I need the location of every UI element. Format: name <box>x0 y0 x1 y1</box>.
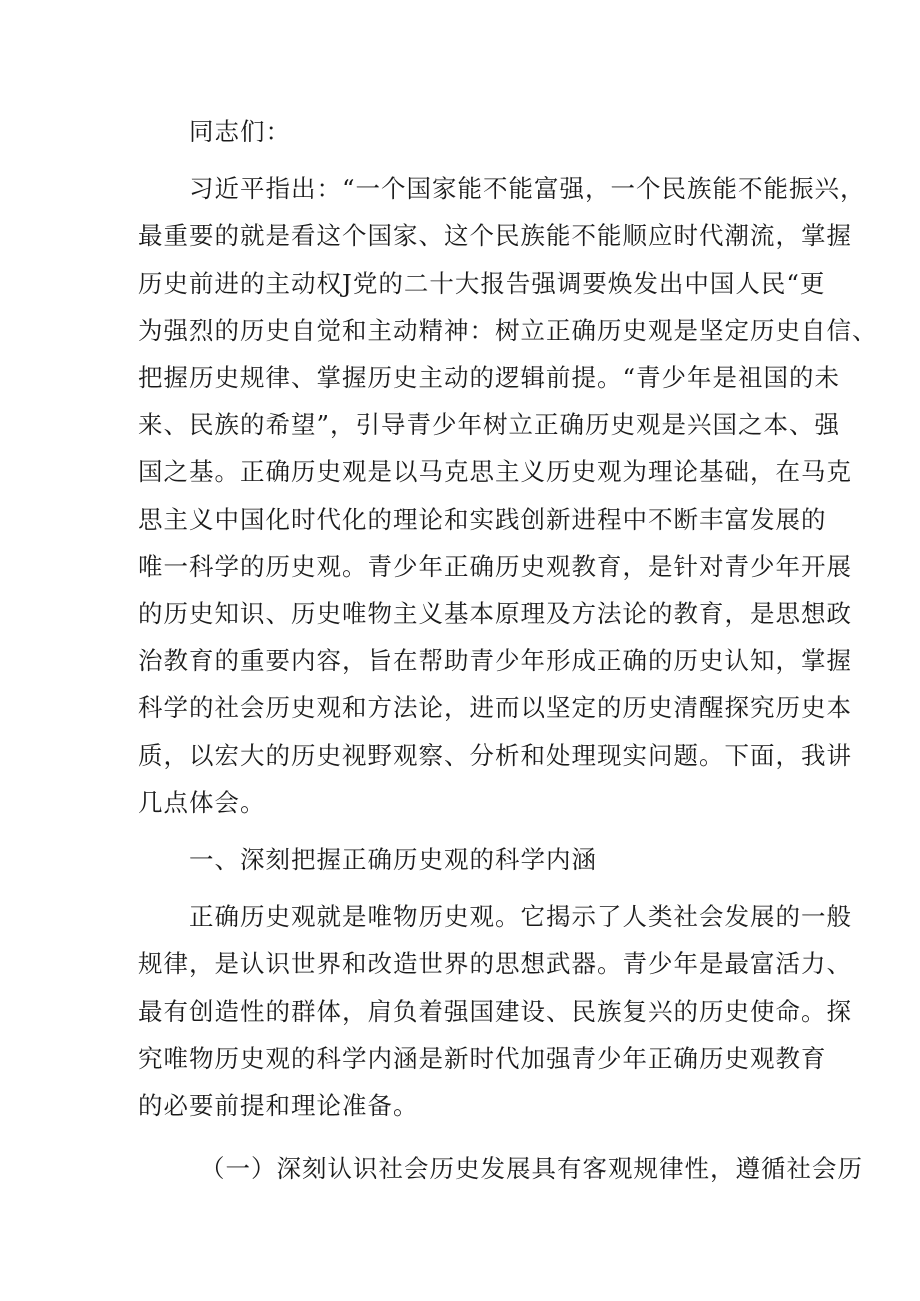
intro-line: 唯一科学的历史观。青少年正确历史观教育，是针对青少年开展 <box>138 551 852 581</box>
intro-line: 历史前进的主动权J党的二十大报告强调要焕发出中国人民“更 <box>138 268 826 298</box>
section-line: 最有创造性的群体，肩负着强国建设、民族复兴的历史使命。探 <box>138 996 852 1026</box>
intro-line: 最重要的就是看这个国家、这个民族能不能顺应时代潮流，掌握 <box>138 221 852 251</box>
intro-paragraph <box>138 165 878 826</box>
intro-line: 来、民族的希望”，引导青少年树立正确历史观是兴国之本、强 <box>138 410 841 440</box>
section-line: 的必要前提和理论准备。 <box>138 1091 419 1121</box>
greeting: 同志们： <box>189 117 291 146</box>
section-line: 规律，是认识世界和改造世界的思想武器。青少年是最富活力、 <box>138 949 852 979</box>
intro-line: 几点体会。 <box>138 787 266 817</box>
intro-line: 把握历史规律、掌握历史主动的逻辑前提。“青少年是祖国的未 <box>138 363 841 393</box>
intro-line: 治教育的重要内容，旨在帮助青少年形成正确的历史认知，掌握 <box>138 646 852 676</box>
intro-line: 思主义中国化时代化的理论和实践创新进程中不断丰富发展的 <box>138 504 827 534</box>
intro-line: 的历史知识、历史唯物主义基本原理及方法论的教育，是思想政 <box>138 599 852 629</box>
subsection-heading: （一）深刻认识社会历史发展具有客观规律性，遵循社会历 <box>200 1154 863 1184</box>
section-line: 究唯物历史观的科学内涵是新时代加强青少年正确历史观教育 <box>138 1043 827 1073</box>
section-heading: 一、深刻把握正确历史观的科学内涵 <box>189 845 597 875</box>
intro-line: 科学的社会历史观和方法论，进而以坚定的历史清醒探究历史本 <box>138 693 852 723</box>
intro-line: 国之基。正确历史观是以马克思主义历史观为理论基础，在马克 <box>138 457 852 487</box>
intro-line: 质，以宏大的历史视野观察、分析和处理现实问题。下面，我讲 <box>138 740 852 770</box>
intro-line: 为强烈的历史自觉和主动精神：树立正确历史观是坚定历史自信、 <box>138 315 878 345</box>
section-paragraph <box>138 893 852 1129</box>
intro-line: 习近平指出：“一个国家能不能富强，一个民族能不能振兴， <box>189 174 866 204</box>
document-body <box>138 108 878 1192</box>
section-line: 正确历史观就是唯物历史观。它揭示了人类社会发展的一般 <box>189 902 852 932</box>
